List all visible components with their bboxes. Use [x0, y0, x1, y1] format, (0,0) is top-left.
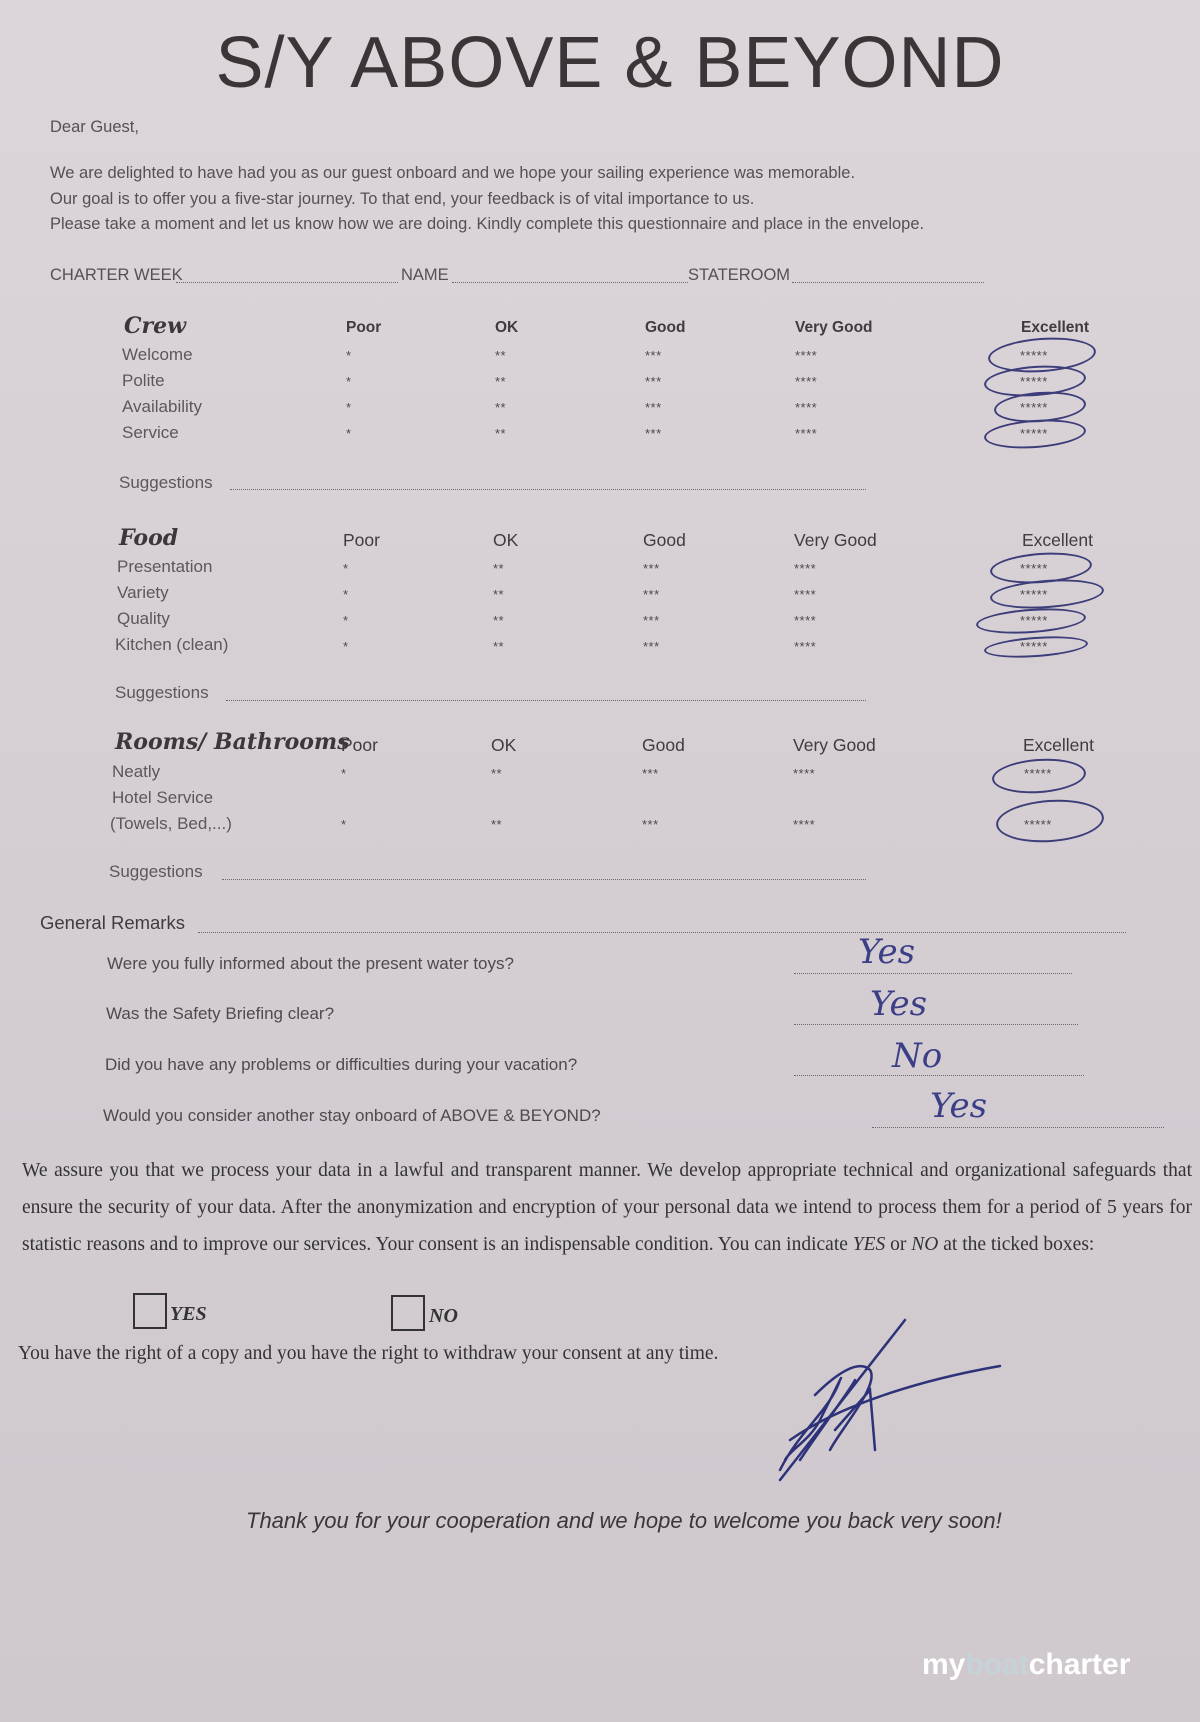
col-header-excellent: Excellent [1023, 735, 1095, 755]
col-header-excellent: Excellent [1022, 530, 1094, 550]
intro-line-3: Please take a moment and let us know how we are doing. Kindly complete this questionnaire and place in the envelope. [50, 215, 925, 233]
col-header-ok: OK [495, 319, 519, 336]
selected-rating-circle [991, 756, 1087, 796]
rating-good[interactable]: *** [642, 817, 659, 832]
question-safety-briefing: Was the Safety Briefing clear? [106, 1004, 335, 1023]
consent-no-label: NO [429, 1305, 458, 1327]
col-header-poor: Poor [343, 530, 380, 550]
rating-poor[interactable]: * [346, 400, 352, 415]
suggestions-label-crew: Suggestions [119, 473, 213, 492]
rating-good[interactable]: *** [645, 374, 662, 389]
section-title-crew: Crew [124, 313, 187, 339]
watermark-logo: myboatcharter [922, 1648, 1131, 1681]
col-header-poor: Poor [346, 319, 382, 336]
rating-poor[interactable]: * [346, 426, 352, 441]
row-label-presentation: Presentation [117, 557, 213, 576]
selected-rating-circle [983, 633, 1088, 660]
col-header-good: Good [643, 530, 686, 550]
rating-very-good[interactable]: **** [794, 613, 817, 628]
consent-no-checkbox[interactable] [391, 1295, 425, 1331]
col-header-ok: OK [491, 735, 517, 755]
rating-ok[interactable]: ** [493, 561, 505, 576]
intro-line-2: Our goal is to offer you a five-star journey. To that end, your feedback is of vital importance to us. [50, 190, 755, 208]
document-title: S/Y ABOVE & BEYOND [215, 23, 1005, 103]
consent-yes-label: YES [170, 1303, 207, 1325]
rating-poor[interactable]: * [343, 639, 349, 654]
selected-rating-circle [995, 796, 1106, 845]
rating-good[interactable]: *** [642, 766, 659, 781]
intro-line-1: We are delighted to have had you as our guest onboard and we hope your sailing experience was memorable. [50, 164, 856, 182]
rating-ok[interactable]: ** [495, 374, 507, 389]
rating-very-good[interactable]: **** [794, 561, 817, 576]
rating-good[interactable]: *** [643, 613, 660, 628]
suggestions-label-food: Suggestions [115, 683, 209, 702]
rating-very-good[interactable]: **** [795, 348, 818, 363]
rating-good[interactable]: *** [643, 587, 660, 602]
rating-good[interactable]: *** [645, 348, 662, 363]
rating-ok[interactable]: ** [493, 639, 505, 654]
rating-very-good[interactable]: **** [794, 639, 817, 654]
rating-excellent[interactable]: ***** [1020, 426, 1048, 441]
rating-excellent[interactable]: ***** [1020, 400, 1048, 415]
row-label-kitchen: Kitchen (clean) [115, 635, 229, 654]
question-problems: Did you have any problems or difficulties during your vacation? [105, 1055, 578, 1074]
col-header-excellent: Excellent [1021, 319, 1090, 336]
answer-line[interactable] [872, 1127, 1164, 1128]
selected-rating-circle [983, 416, 1087, 451]
col-header-good: Good [645, 319, 686, 336]
signature-scribble [760, 1310, 1020, 1490]
rating-good[interactable]: *** [643, 561, 660, 576]
rating-ok[interactable]: ** [491, 766, 503, 781]
consent-yes-checkbox[interactable] [133, 1293, 167, 1329]
rating-ok[interactable]: ** [495, 426, 507, 441]
col-header-poor: Poor [341, 735, 378, 755]
row-label-welcome: Welcome [122, 345, 193, 364]
rating-excellent[interactable]: ***** [1020, 561, 1048, 576]
name-label: NAME [401, 266, 449, 284]
rating-poor[interactable]: * [343, 587, 349, 602]
question-water-toys: Were you fully informed about the present water toys? [107, 954, 514, 973]
question-another-stay: Would you consider another stay onboard of ABOVE & BEYOND? [103, 1106, 601, 1125]
rating-very-good[interactable]: **** [793, 766, 816, 781]
handwritten-answer: No [892, 1036, 943, 1076]
col-header-very-good: Very Good [793, 735, 876, 755]
handwritten-answer: Yes [930, 1086, 988, 1126]
suggestions-field-rooms[interactable] [222, 879, 866, 880]
rights-statement: You have the right of a copy and you have the right to withdraw your consent at any time. [18, 1343, 719, 1364]
col-header-ok: OK [493, 530, 519, 550]
rating-excellent[interactable]: ***** [1020, 374, 1048, 389]
answer-line[interactable] [794, 1024, 1078, 1025]
answer-line[interactable] [794, 973, 1072, 974]
name-field[interactable] [452, 282, 688, 283]
section-title-food: Food [119, 525, 179, 551]
rating-poor[interactable]: * [346, 348, 352, 363]
greeting: Dear Guest, [50, 118, 139, 136]
rating-poor[interactable]: * [346, 374, 352, 389]
rating-poor[interactable]: * [341, 817, 347, 832]
rating-very-good[interactable]: **** [795, 400, 818, 415]
suggestions-label-rooms: Suggestions [109, 862, 203, 881]
charter-week-label: CHARTER WEEK [50, 266, 183, 284]
rating-poor[interactable]: * [343, 561, 349, 576]
stateroom-label: STATEROOM [688, 266, 791, 284]
rating-ok[interactable]: ** [491, 817, 503, 832]
rating-excellent[interactable]: ***** [1020, 348, 1048, 363]
row-label-neatly: Neatly [112, 762, 161, 781]
charter-week-field[interactable] [176, 282, 398, 283]
row-label-hotel-service: Hotel Service [112, 788, 214, 807]
rating-very-good[interactable]: **** [794, 587, 817, 602]
rating-ok[interactable]: ** [495, 400, 507, 415]
rating-excellent[interactable]: ***** [1020, 613, 1048, 628]
general-remarks-field[interactable] [198, 932, 1126, 933]
row-label-service: Service [122, 423, 179, 442]
rating-ok[interactable]: ** [493, 613, 505, 628]
rating-very-good[interactable]: **** [795, 374, 818, 389]
rating-good[interactable]: *** [645, 426, 662, 441]
rating-ok[interactable]: ** [495, 348, 507, 363]
handwritten-answer: Yes [858, 932, 916, 972]
rating-poor[interactable]: * [341, 766, 347, 781]
stateroom-field[interactable] [792, 282, 984, 283]
suggestions-field-food[interactable] [226, 700, 866, 701]
row-label-towels-bed: (Towels, Bed,...) [110, 814, 232, 833]
rating-good[interactable]: *** [643, 639, 660, 654]
rating-ok[interactable]: ** [493, 587, 505, 602]
col-header-very-good: Very Good [795, 319, 873, 336]
rating-excellent[interactable]: ***** [1020, 587, 1048, 602]
suggestions-field-crew[interactable] [230, 489, 866, 490]
col-header-good: Good [642, 735, 685, 755]
rating-good[interactable]: *** [645, 400, 662, 415]
rating-poor[interactable]: * [343, 613, 349, 628]
general-remarks-label: General Remarks [40, 912, 185, 933]
row-label-variety: Variety [117, 583, 169, 602]
rating-excellent[interactable]: ***** [1024, 766, 1052, 781]
privacy-statement: We assure you that we process your data in a lawful and transparent manner. We develop appropriate technical and organizational safeguards that ensure the security of your data. After the anonymization and encryption of your personal data we intend to process them for a period of 5 years for statistic reasons and to improve our services. Your consent is an indispensable condition. You can indicate YES or NO at the ticked boxes: [22, 1160, 1192, 1255]
thank-you-note: Thank you for your cooperation and we hope to welcome you back very soon! [246, 1508, 1002, 1533]
row-label-quality: Quality [117, 609, 170, 628]
rating-very-good[interactable]: **** [793, 817, 816, 832]
rating-excellent[interactable]: ***** [1020, 639, 1048, 654]
col-header-very-good: Very Good [794, 530, 877, 550]
row-label-polite: Polite [122, 371, 165, 390]
row-label-availability: Availability [122, 397, 203, 416]
selected-rating-circle [975, 605, 1086, 637]
rating-very-good[interactable]: **** [795, 426, 818, 441]
rating-excellent[interactable]: ***** [1024, 817, 1052, 832]
section-title-rooms: Rooms/ Bathrooms [115, 729, 350, 755]
handwritten-answer: Yes [870, 984, 928, 1024]
